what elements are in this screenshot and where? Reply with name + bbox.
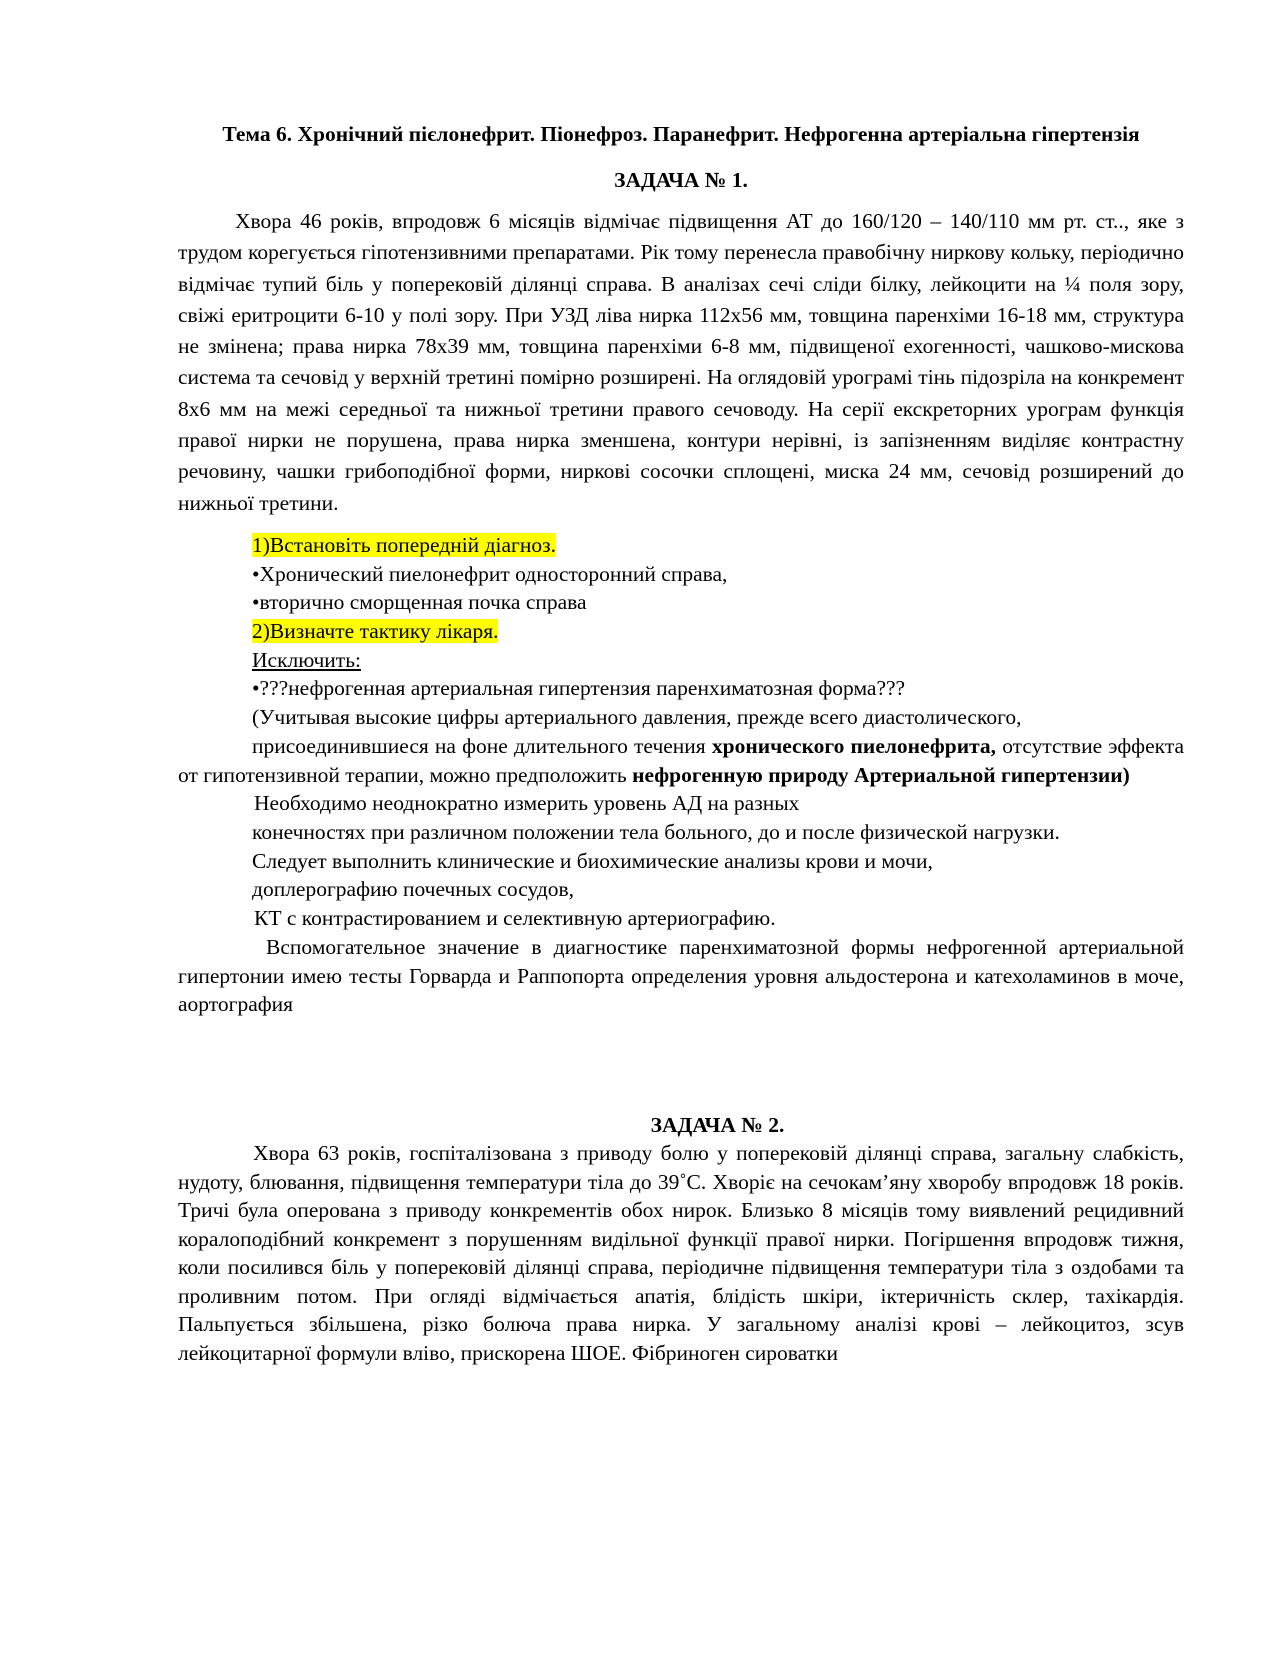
section-spacer: [178, 1019, 1184, 1111]
reasoning-bold-2b: хронического пиелонефрита,: [711, 733, 997, 758]
exclude-item: •???нефрогенная артериальная гипертензия паренхиматозная форма???: [252, 676, 906, 701]
question-1-highlight: 1)Встановіть попередній діагноз.: [252, 532, 556, 557]
diagnosis-line-2: •вторично сморщенная почка справа: [252, 590, 587, 615]
reasoning-line-1: (Учитывая высокие цифры артериального давления, прежде всего диастолического,: [252, 705, 1022, 730]
diagnosis-line-1: •Хронический пиелонефрит односторонний справа,: [252, 561, 728, 586]
task-1-case-text: Хвора 46 років, впродовж 6 місяців відмічає підвищення АТ до 160/120 – 140/110 мм рт. ст.., яке з трудом корегується гіпотензивними препаратами. Рік тому перенесла правобічну ниркову кольку, періодично відмічає тупий біль у поперековій ділянці справа. В аналізах сечі сліди білку, лейкоцити на ¼ поля зору, свіжі еритроцити 6-10 у полі зору. При УЗД ліва нирка 112х56 мм, товщина паренхіми 16-18 мм, структура не змінена; права нирка 78х39 мм, товщина паренхіми 6-8 мм, підвищеної ехогенності, чашково-мискова система та сечовід у верхній третині помірно розширені. На оглядовій урограмі тінь підозріла на конкремент 8х6 мм на межі середньої та нижньої третини правого сечоводу. На серії екскреторних урограм функція правої нирки не порушена, права нирка зменшена, контури нерівні, із запізненням виділяє контрастну речовину, чашки грибоподібної форми, ниркові сосочки сплощені, миска 24 мм, сечовід розширений до нижньої третини.: [178, 209, 1184, 515]
reasoning-paragraph: [178, 732, 1184, 789]
task-1-heading: ЗАДАЧА № 1.: [614, 168, 748, 192]
tests-line-1: Следует выполнить клинические и биохимические анализы крови и мочи,: [252, 848, 933, 873]
exclude-label: Исключить:: [252, 647, 361, 672]
task-2-heading: ЗАДАЧА № 2.: [650, 1112, 785, 1137]
reasoning-text-3a: отсутствие эффекта от гипотензивной терапии, можно предположить: [178, 733, 1185, 787]
task-2: [178, 1111, 1184, 1368]
tests-line-2: доплерографию почечных сосудов,: [252, 877, 575, 902]
measure-line-2: конечностях при различном положении тела больного, до и после физической нагрузки.: [252, 820, 1060, 844]
task-2-case-text: Хвора 63 років, госпіталізована з приводу болю у поперековій ділянці справа, загальну слабкість, нудоту, блювання, підвищення температури тіла до 39˚С. Хворіє на сечокам’яну хворобу впродовж 18 років. Тричі була оперована з приводу конкрементів обох нирок. Близько 8 місяців тому виявлений рецидивний коралоподібний конкремент з порушенням видільної функції правої нирки. Погіршення впродовж тижня, коли посилився біль у поперековій ділянці справа, періодичне підвищення температури тіла з оздобами та проливним потом. При огляді відмічається апатія, блідість шкіри, іктеричність склер, тахікардія. Пальпується збільшена, різко болюча права нирка. У загальному аналізі крові – лейкоцитоз, зсув лейкоцитарної формули вліво, прискорена ШОЕ. Фібриноген сироватки: [178, 1140, 1184, 1366]
question-2-highlight: 2)Визначте тактику лікаря.: [252, 619, 499, 644]
measure-paragraph: [178, 818, 1184, 847]
measure-line-1: Необходимо неоднократно измерить уровень АД на разных: [254, 791, 800, 816]
task-1: [178, 166, 1184, 1019]
document-title: Тема 6. Хронічний пієлонефрит. Піонефроз. Паранефрит. Нефрогенна артеріальна гіпертензія: [222, 122, 1140, 146]
tests-line-3: КТ с контрастированием и селективную артериографию.: [254, 906, 776, 931]
reasoning-bold-3b: нефрогенную природу Артериальной гипертензии): [632, 762, 1130, 787]
task-1-answer: [178, 531, 1184, 1019]
reasoning-text-2a: присоединившиеся на фоне длительного течения: [252, 733, 706, 758]
auxiliary-tests-paragraph: Вспомогательное значение в диагностике паренхиматозной формы нефрогенной артериальной гипертонии имею тесты Горварда и Раппопорта определения уровня альдостерона и катехоламинов в моче, аортография: [178, 934, 1184, 1017]
